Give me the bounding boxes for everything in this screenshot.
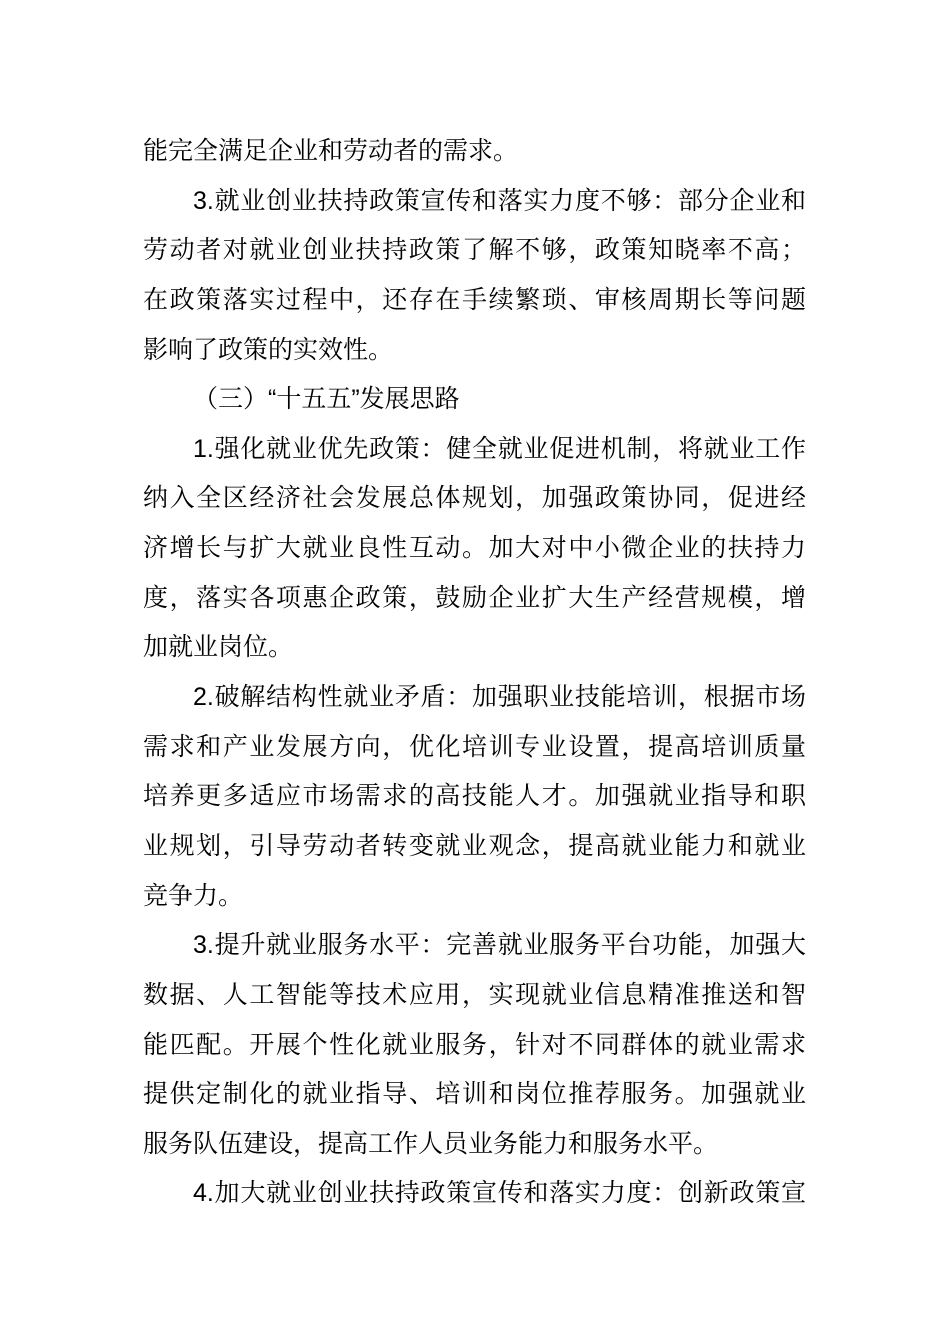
text-line: 业规划，引导劳动者转变就业观念，提高就业能力和就业	[143, 831, 806, 860]
text-line: 度，落实各项惠企政策，鼓励企业扩大生产经营规模，增	[143, 583, 806, 612]
text-line: 服务队伍建设，提高工作人员业务能力和服务水平。	[143, 1129, 719, 1158]
text-line: 济增长与扩大就业良性互动。加大对中小微企业的扶持力	[143, 534, 806, 563]
text-line: 1.强化就业优先政策：健全就业促进机制，将就业工作	[193, 434, 806, 463]
text-line: 在政策落实过程中，还存在手续繁琐、审核周期长等问题	[143, 285, 806, 314]
text-line: 4.加大就业创业扶持政策宣传和落实力度：创新政策宣	[193, 1179, 806, 1208]
text-line: 需求和产业发展方向，优化培训专业设置，提高培训质量	[143, 732, 806, 761]
text-line: 加就业岗位。	[143, 633, 294, 662]
text-line: 2.破解结构性就业矛盾：加强职业技能培训，根据市场	[193, 683, 806, 712]
text-line: 3.提升就业服务水平：完善就业服务平台功能，加强大	[193, 931, 806, 960]
text-line: 提供定制化的就业指导、培训和岗位推荐服务。加强就业	[143, 1080, 806, 1109]
text-line: 能完全满足企业和劳动者的需求。	[143, 137, 519, 165]
text-line: 劳动者对就业创业扶持政策了解不够，政策知晓率不高；	[143, 236, 806, 265]
text-line: 数据、人工智能等技术应用，实现就业信息精准推送和智	[143, 980, 806, 1009]
text-line: 影响了政策的实效性。	[143, 335, 394, 364]
text-line: 纳入全区经济社会发展总体规划，加强政策协同，促进经	[143, 484, 806, 513]
document-text-block	[143, 127, 806, 1219]
text-line: 能匹配。开展个性化就业服务，针对不同群体的就业需求	[143, 1030, 806, 1059]
text-line: 3.就业创业扶持政策宣传和落实力度不够：部分企业和	[193, 186, 806, 215]
text-line: 竞争力。	[143, 881, 244, 910]
section-heading: （三）“十五五”发展思路	[193, 385, 460, 414]
text-line: 培养更多适应市场需求的高技能人才。加强就业指导和职	[143, 782, 806, 811]
